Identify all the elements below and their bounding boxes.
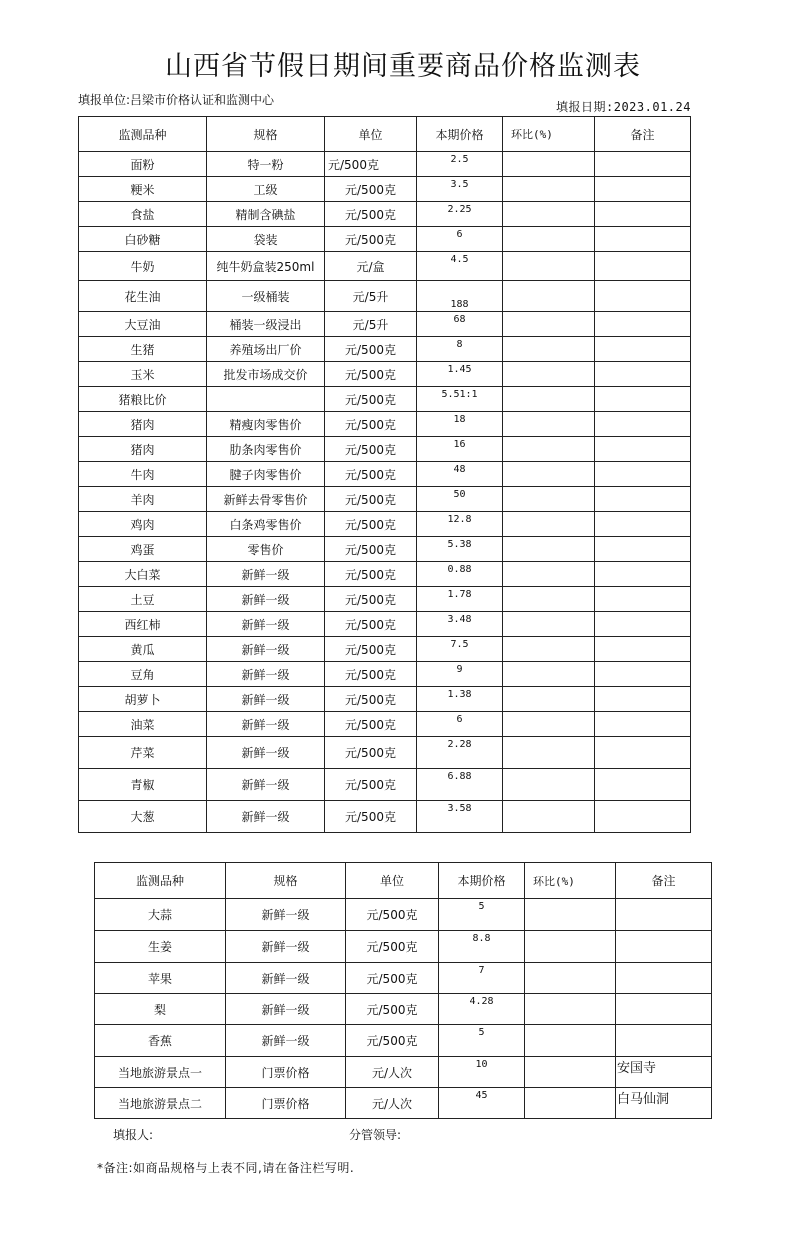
table-row	[95, 931, 712, 963]
item-cell: 芹菜	[79, 737, 207, 769]
price-cell: 16	[417, 437, 503, 462]
mom-cell	[525, 1025, 616, 1057]
header-unit: 单位	[325, 117, 417, 152]
unit-cell: 元/500克	[325, 177, 417, 202]
unit-cell: 元/500克	[325, 612, 417, 637]
price-table-main	[78, 116, 691, 833]
remark-cell	[595, 487, 691, 512]
remark-cell	[595, 387, 691, 412]
table-row	[79, 462, 691, 487]
item-cell: 土豆	[79, 587, 207, 612]
price-cell: 45	[439, 1088, 525, 1119]
price-cell: 5.38	[417, 537, 503, 562]
spec-cell: 新鲜一级	[207, 737, 325, 769]
remark-cell	[595, 312, 691, 337]
price-cell: 2.5	[417, 152, 503, 177]
item-cell: 青椒	[79, 769, 207, 801]
spec-cell: 一级桶装	[207, 281, 325, 312]
unit-cell: 元/500克	[325, 562, 417, 587]
remark-cell	[595, 587, 691, 612]
table-row	[79, 487, 691, 512]
unit-cell: 元/5升	[325, 312, 417, 337]
item-cell: 鸡肉	[79, 512, 207, 537]
remark-cell	[595, 337, 691, 362]
unit-cell: 元/500克	[325, 437, 417, 462]
spec-cell: 新鲜一级	[226, 1025, 346, 1057]
unit-cell: 元/500克	[325, 712, 417, 737]
price-cell: 1.38	[417, 687, 503, 712]
unit-cell: 元/500克	[325, 362, 417, 387]
unit-cell: 元/人次	[346, 1088, 439, 1119]
item-cell: 猪粮比价	[79, 387, 207, 412]
mom-cell	[503, 562, 595, 587]
unit-cell: 元/500克	[325, 737, 417, 769]
remark-cell	[595, 537, 691, 562]
item-cell: 胡萝卜	[79, 687, 207, 712]
mom-cell	[503, 177, 595, 202]
header-item: 监测品种	[79, 117, 207, 152]
spec-cell: 新鲜一级	[207, 687, 325, 712]
spec-cell: 特一粉	[207, 152, 325, 177]
item-cell: 豆角	[79, 662, 207, 687]
spec-cell: 肋条肉零售价	[207, 437, 325, 462]
page-title: 山西省节假日期间重要商品价格监测表	[165, 51, 641, 82]
spec-cell: 零售价	[207, 537, 325, 562]
unit-cell: 元/500克	[325, 801, 417, 833]
spec-cell: 工级	[207, 177, 325, 202]
unit-cell: 元/500克	[325, 662, 417, 687]
price-cell: 1.78	[417, 587, 503, 612]
price-cell: 4.28	[439, 994, 525, 1025]
table-row	[79, 512, 691, 537]
remark-cell	[595, 769, 691, 801]
unit-cell: 元/5升	[325, 281, 417, 312]
item-cell: 玉米	[79, 362, 207, 387]
mom-cell	[503, 769, 595, 801]
table-row	[79, 387, 691, 412]
price-cell: 2.28	[417, 737, 503, 769]
item-cell: 面粉	[79, 152, 207, 177]
unit-cell: 元/500克	[325, 587, 417, 612]
remark-cell: 安国寺	[616, 1057, 712, 1088]
table-row	[95, 963, 712, 994]
unit-cell: 元/500克	[325, 512, 417, 537]
spec-cell: 批发市场成交价	[207, 362, 325, 387]
item-cell: 梨	[95, 994, 226, 1025]
spec-cell: 新鲜一级	[226, 931, 346, 963]
reporting-unit: 填报单位:吕梁市价格认证和监测中心	[78, 93, 275, 107]
remark-cell	[595, 227, 691, 252]
price-cell: 7	[439, 963, 525, 994]
unit-cell: 元/500克	[325, 637, 417, 662]
unit-cell: 元/500克	[325, 152, 417, 177]
filler-label: 填报人:	[113, 1128, 154, 1142]
item-cell: 油菜	[79, 712, 207, 737]
item-cell: 当地旅游景点一	[95, 1057, 226, 1088]
unit-cell: 元/500克	[346, 994, 439, 1025]
mom-cell	[503, 437, 595, 462]
mom-cell	[503, 801, 595, 833]
table-row	[79, 662, 691, 687]
spec-cell: 精制含碘盐	[207, 202, 325, 227]
item-cell: 香蕉	[95, 1025, 226, 1057]
price-cell: 8.8	[439, 931, 525, 963]
table-header-row	[79, 117, 691, 152]
header-spec: 规格	[207, 117, 325, 152]
price-cell: 5.51:1	[417, 387, 503, 412]
item-cell: 猪肉	[79, 437, 207, 462]
table-row	[79, 412, 691, 437]
table-row	[79, 202, 691, 227]
table-row	[79, 177, 691, 202]
table-row	[79, 281, 691, 312]
spec-cell: 养殖场出厂价	[207, 337, 325, 362]
unit-cell: 元/500克	[346, 1025, 439, 1057]
unit-cell: 元/500克	[325, 487, 417, 512]
table-row	[79, 769, 691, 801]
unit-cell: 元/500克	[325, 769, 417, 801]
item-cell: 大白菜	[79, 562, 207, 587]
price-cell: 4.5	[417, 252, 503, 281]
spec-cell: 桶装一级浸出	[207, 312, 325, 337]
spec-cell: 新鲜一级	[207, 801, 325, 833]
item-cell: 牛肉	[79, 462, 207, 487]
remark-cell	[595, 202, 691, 227]
item-cell: 苹果	[95, 963, 226, 994]
remark-cell	[595, 252, 691, 281]
mom-cell	[503, 662, 595, 687]
mom-cell	[503, 152, 595, 177]
unit-cell: 元/500克	[325, 337, 417, 362]
remark-cell	[595, 662, 691, 687]
spec-cell: 袋装	[207, 227, 325, 252]
remark-cell	[595, 152, 691, 177]
mom-cell	[503, 387, 595, 412]
header-unit: 单位	[346, 863, 439, 899]
price-cell: 68	[417, 312, 503, 337]
mom-cell	[503, 612, 595, 637]
spec-cell: 精瘦肉零售价	[207, 412, 325, 437]
remark-cell	[595, 462, 691, 487]
item-cell: 大葱	[79, 801, 207, 833]
reporting-date: 填报日期:2023.01.24	[556, 100, 691, 114]
remark-cell	[595, 437, 691, 462]
header-price: 本期价格	[417, 117, 503, 152]
mom-cell	[503, 737, 595, 769]
remark-cell	[616, 963, 712, 994]
mom-cell	[503, 687, 595, 712]
mom-cell	[503, 312, 595, 337]
remark-cell	[595, 562, 691, 587]
unit-cell: 元/500克	[325, 412, 417, 437]
item-cell: 猪肉	[79, 412, 207, 437]
table-row	[79, 712, 691, 737]
mom-cell	[525, 963, 616, 994]
price-cell: 48	[417, 462, 503, 487]
mom-cell	[503, 412, 595, 437]
spec-cell	[207, 387, 325, 412]
header-spec: 规格	[226, 863, 346, 899]
table-row	[79, 637, 691, 662]
remark-cell	[595, 737, 691, 769]
header-price: 本期价格	[439, 863, 525, 899]
price-cell: 6	[417, 227, 503, 252]
unit-cell: 元/500克	[346, 899, 439, 931]
mom-cell	[525, 931, 616, 963]
leader-label: 分管领导:	[349, 1128, 402, 1142]
remark-cell	[595, 687, 691, 712]
table-row	[95, 1057, 712, 1088]
price-cell: 6.88	[417, 769, 503, 801]
table-row	[95, 1088, 712, 1119]
mom-cell	[503, 462, 595, 487]
mom-cell	[503, 227, 595, 252]
remark-cell	[595, 712, 691, 737]
item-cell: 大蒜	[95, 899, 226, 931]
spec-cell: 新鲜一级	[207, 712, 325, 737]
price-table-extra	[94, 862, 712, 1119]
unit-cell: 元/盒	[325, 252, 417, 281]
price-cell: 3.5	[417, 177, 503, 202]
table-row	[79, 362, 691, 387]
price-cell: 188	[417, 281, 503, 312]
table-header-row	[95, 863, 712, 899]
mom-cell	[525, 899, 616, 931]
table-row	[95, 899, 712, 931]
spec-cell: 新鲜一级	[207, 662, 325, 687]
table-row	[95, 1025, 712, 1057]
table-row	[79, 562, 691, 587]
item-cell: 生姜	[95, 931, 226, 963]
table-row	[79, 252, 691, 281]
unit-cell: 元/500克	[325, 687, 417, 712]
spec-cell: 白条鸡零售价	[207, 512, 325, 537]
table-row	[79, 337, 691, 362]
table-row	[79, 227, 691, 252]
item-cell: 鸡蛋	[79, 537, 207, 562]
spec-cell: 新鲜去骨零售价	[207, 487, 325, 512]
unit-cell: 元/人次	[346, 1057, 439, 1088]
spec-cell: 新鲜一级	[226, 963, 346, 994]
spec-cell: 新鲜一级	[207, 587, 325, 612]
price-cell: 9	[417, 662, 503, 687]
mom-cell	[503, 487, 595, 512]
spec-cell: 门票价格	[226, 1057, 346, 1088]
remark-cell	[595, 637, 691, 662]
spec-cell: 腱子肉零售价	[207, 462, 325, 487]
table-row	[79, 801, 691, 833]
unit-cell: 元/500克	[346, 931, 439, 963]
price-cell: 5	[439, 899, 525, 931]
remark-cell	[595, 612, 691, 637]
mom-cell	[503, 512, 595, 537]
item-cell: 大豆油	[79, 312, 207, 337]
remark-cell	[595, 412, 691, 437]
table-row	[79, 612, 691, 637]
table-row	[79, 437, 691, 462]
mom-cell	[503, 252, 595, 281]
table-row	[79, 587, 691, 612]
price-cell: 50	[417, 487, 503, 512]
mom-cell	[525, 1088, 616, 1119]
price-cell: 3.58	[417, 801, 503, 833]
unit-cell: 元/500克	[325, 462, 417, 487]
mom-cell	[503, 337, 595, 362]
price-cell: 1.45	[417, 362, 503, 387]
header-mom: 环比(%)	[525, 863, 616, 899]
mom-cell	[525, 994, 616, 1025]
table-row	[79, 312, 691, 337]
price-cell: 3.48	[417, 612, 503, 637]
spec-cell: 新鲜一级	[207, 769, 325, 801]
unit-cell: 元/500克	[325, 387, 417, 412]
header-mom: 环比(%)	[503, 117, 595, 152]
table-row	[95, 994, 712, 1025]
mom-cell	[503, 281, 595, 312]
table-row	[79, 737, 691, 769]
header-remark: 备注	[616, 863, 712, 899]
item-cell: 生猪	[79, 337, 207, 362]
spec-cell: 新鲜一级	[226, 899, 346, 931]
price-cell: 10	[439, 1057, 525, 1088]
remark-cell	[595, 281, 691, 312]
mom-cell	[503, 637, 595, 662]
header-item: 监测品种	[95, 863, 226, 899]
table-row	[79, 537, 691, 562]
table-row	[79, 152, 691, 177]
item-cell: 食盐	[79, 202, 207, 227]
spec-cell: 新鲜一级	[207, 612, 325, 637]
remark-cell	[595, 177, 691, 202]
unit-cell: 元/500克	[325, 202, 417, 227]
mom-cell	[503, 537, 595, 562]
spec-cell: 纯牛奶盒装250ml	[207, 252, 325, 281]
item-cell: 牛奶	[79, 252, 207, 281]
price-cell: 5	[439, 1025, 525, 1057]
spec-cell: 新鲜一级	[207, 562, 325, 587]
item-cell: 粳米	[79, 177, 207, 202]
remark-cell	[595, 512, 691, 537]
remark-cell	[616, 931, 712, 963]
mom-cell	[503, 712, 595, 737]
item-cell: 羊肉	[79, 487, 207, 512]
item-cell: 西红柿	[79, 612, 207, 637]
unit-cell: 元/500克	[325, 227, 417, 252]
mom-cell	[503, 587, 595, 612]
price-cell: 8	[417, 337, 503, 362]
mom-cell	[503, 202, 595, 227]
spec-cell: 新鲜一级	[226, 994, 346, 1025]
price-cell: 0.88	[417, 562, 503, 587]
item-cell: 黄瓜	[79, 637, 207, 662]
item-cell: 白砂糖	[79, 227, 207, 252]
price-cell: 7.5	[417, 637, 503, 662]
price-cell: 12.8	[417, 512, 503, 537]
remark-cell	[595, 362, 691, 387]
remark-cell: 白马仙洞	[616, 1088, 712, 1119]
remark-cell	[616, 899, 712, 931]
price-cell: 18	[417, 412, 503, 437]
header-remark: 备注	[595, 117, 691, 152]
mom-cell	[525, 1057, 616, 1088]
table-row	[79, 687, 691, 712]
item-cell: 花生油	[79, 281, 207, 312]
footnote: *备注:如商品规格与上表不同,请在备注栏写明.	[97, 1161, 355, 1175]
mom-cell	[503, 362, 595, 387]
spec-cell: 新鲜一级	[207, 637, 325, 662]
price-cell: 6	[417, 712, 503, 737]
unit-cell: 元/500克	[346, 963, 439, 994]
remark-cell	[595, 801, 691, 833]
item-cell: 当地旅游景点二	[95, 1088, 226, 1119]
remark-cell	[616, 994, 712, 1025]
unit-cell: 元/500克	[325, 537, 417, 562]
price-cell: 2.25	[417, 202, 503, 227]
spec-cell: 门票价格	[226, 1088, 346, 1119]
remark-cell	[616, 1025, 712, 1057]
